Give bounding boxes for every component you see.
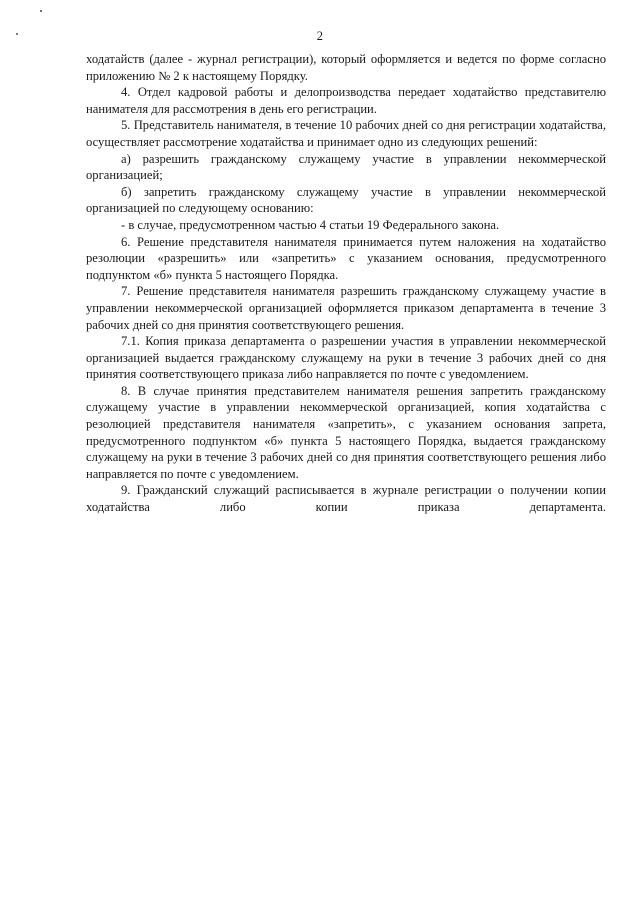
- paragraph-7: 7. Решение представителя нанимателя разрешить гражданскому служащему участие в управлении некоммерческой организацией оформляется приказом департамента в течение 3 рабочих дней со дня принятия соответствующего решения.: [86, 284, 606, 332]
- paragraph-4: 4. Отдел кадровой работы и делопроизводства передает ходатайство представителю нанимателя для рассмотрения в день его регистрации.: [86, 85, 606, 116]
- scan-speck: [40, 10, 42, 12]
- paragraph-7-1: 7.1. Копия приказа департамента о разрешении участия в управлении некоммерческой организацией выдается гражданскому служащему на руки в течение 3 рабочих дней со дня принятия соответствующего приказа либо направляется по почте с уведомлением.: [86, 334, 606, 382]
- paragraph-5: 5. Представитель нанимателя, в течение 10 рабочих дней со дня регистрации ходатайства, осуществляет рассмотрение ходатайства и принимает одно из следующих решений:: [86, 118, 606, 149]
- paragraph-6: 6. Решение представителя нанимателя принимается путем наложения на ходатайство резолюции «разрешить» или «запретить» с указанием основания, предусмотренного подпунктом «б» пункта 5 настоящего Порядка.: [86, 234, 606, 282]
- page-number: 2: [316, 29, 324, 43]
- paragraph-continuation: ходатайств (далее - журнал регистрации), который оформляется и ведется по форме согласно приложению № 2 к настоящему Порядку.: [86, 52, 606, 83]
- paragraph-5-b: б) запретить гражданскому служащему участие в управлении некоммерческой организацией по следующему основанию:: [86, 184, 606, 216]
- paragraph-5-a: а) разрешить гражданскому служащему участие в управлении некоммерческой организацией;: [86, 151, 606, 183]
- paragraph-9: 9. Гражданский служащий расписывается в журнале регистрации о получении копии ходатайства либо копии приказа департамента.: [86, 483, 606, 515]
- paragraph-8: 8. В случае принятия представителем нанимателя решения запретить гражданскому служащему участие в управлении некоммерческой организацией, копия ходатайства с резолюцией представителя нанимателя «запретить», с указанием основания запрета, предусмотренного подпунктом «б» пункта 5 настоящего Порядка, выдается гражданскому служащему на руки в течение 3 рабочих дней со дня принятия соответствующего решения либо направляется по почте с уведомлением.: [86, 383, 606, 481]
- paragraph-5-b-basis: - в случае, предусмотренном частью 4 статьи 19 Федерального закона.: [121, 217, 500, 232]
- document-body: [86, 51, 606, 516]
